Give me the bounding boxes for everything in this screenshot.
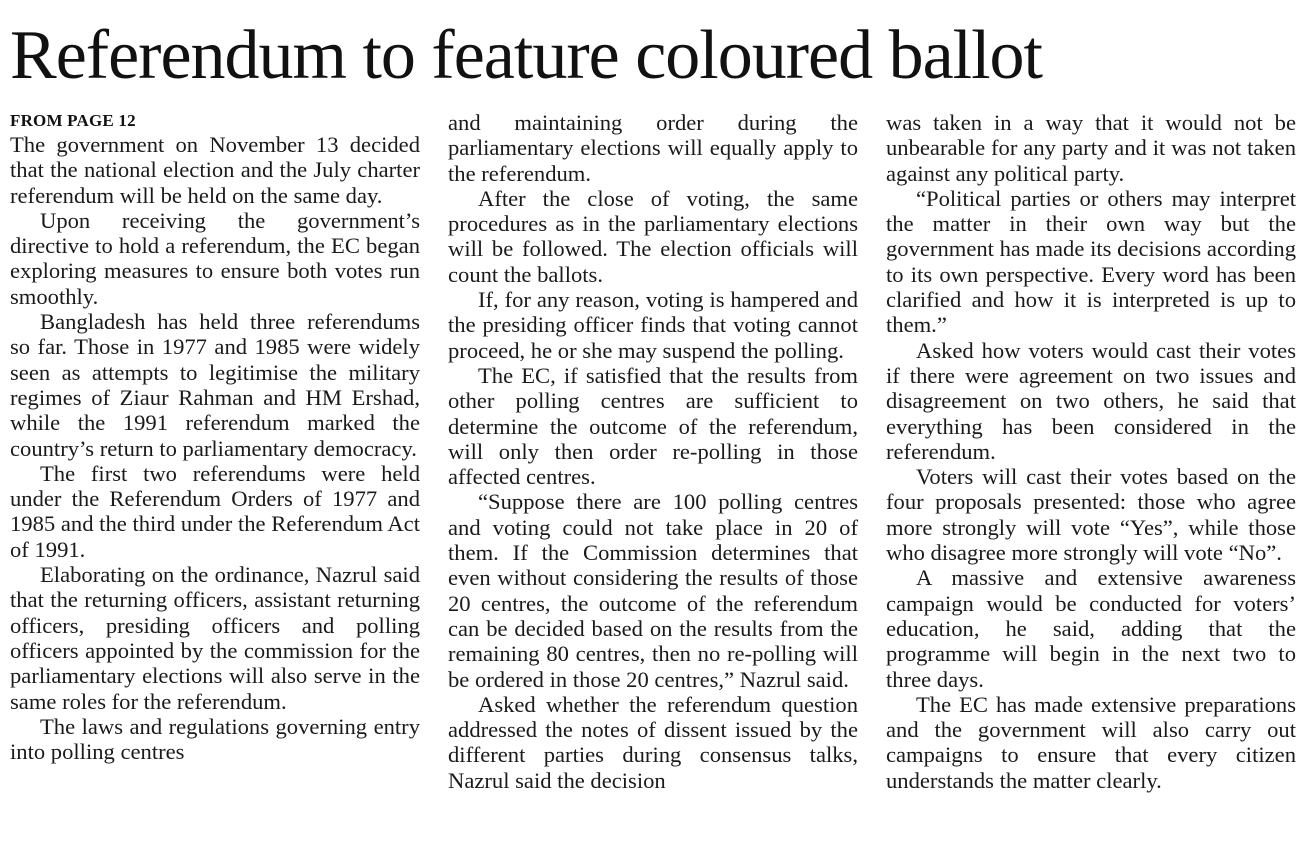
paragraph: After the close of voting, the same procedures as in the parliamentary elections will be followed. The election officials will count the ballots.	[448, 185, 858, 287]
kicker-from-page: FROM PAGE 12	[10, 111, 136, 130]
paragraph: Asked whether the referendum question addressed the notes of dissent issued by the different parties during consensus talks, Nazrul said the decision	[448, 691, 858, 793]
paragraph: Elaborating on the ordinance, Nazrul said that the returning officers, assistant returning officers, presiding officers and polling officers appointed by the commission for the parliamentary elections will also serve in the same roles for the referendum.	[10, 562, 420, 714]
paragraph: The laws and regulations governing entry into polling centres	[10, 713, 420, 765]
paragraph: A massive and extensive awareness campaign would be conducted for voters’ education, he said, adding that the programme will begin in the next two to three days.	[886, 565, 1296, 692]
article-column-2	[448, 110, 858, 793]
article-column-1	[10, 110, 420, 764]
paragraph: was taken in a way that it would not be unbearable for any party and it was not taken against any political party.	[886, 110, 1296, 186]
paragraph: Bangladesh has held three referendums so far. Those in 1977 and 1985 were widely seen as attempts to legitimise the military regimes of Ziaur Rahman and HM Ershad, while the 1991 referendum marked the country’s return to parliamentary democracy.	[10, 309, 420, 461]
paragraph: The first two referendums were held under the Referendum Orders of 1977 and 1985 and the third under the Referendum Act of 1991.	[10, 460, 420, 562]
paragraph: and maintaining order during the parliamentary elections will equally apply to the referendum.	[448, 110, 858, 186]
paragraph: “Suppose there are 100 polling centres and voting could not take place in 20 of them. If the Commission determines that even without considering the results of those 20 centres, the outcome of the referendum can be decided based on the results from the remaining 80 centres, then no re-polling will be ordered in those 20 centres,” Nazrul said.	[448, 489, 858, 692]
paragraph: If, for any reason, voting is hampered and the presiding officer finds that voting cannot proceed, he or she may suspend the polling.	[448, 287, 858, 363]
paragraph: Asked how voters would cast their votes if there were agreement on two issues and disagreement on two others, he said that everything has been considered in the referendum.	[886, 337, 1296, 464]
article-column-3	[886, 110, 1296, 793]
paragraph: The government on November 13 decided that the national election and the July charter referendum will be held on the same day.	[10, 132, 420, 208]
headline: Referendum to feature coloured ballot	[10, 17, 1043, 94]
paragraph: “Political parties or others may interpret the matter in their own way but the government has made its decisions according to its own perspective. Every word has been clarified and how it is interpreted is up to them.”	[886, 185, 1296, 338]
paragraph: Voters will cast their votes based on the four proposals presented: those who agree more strongly will vote “Yes”, while those who disagree more strongly will vote “No”.	[886, 464, 1296, 566]
paragraph: Upon receiving the government’s directive to hold a referendum, the EC began exploring measures to ensure both votes run smoothly.	[10, 207, 420, 309]
paragraph: The EC has made extensive preparations and the government will also carry out campaigns to ensure that every citizen understands the matter clearly.	[886, 691, 1296, 793]
paragraph: The EC, if satisfied that the results from other polling centres are sufficient to determine the outcome of the referendum, will only then order re-polling in those affected centres.	[448, 362, 858, 490]
